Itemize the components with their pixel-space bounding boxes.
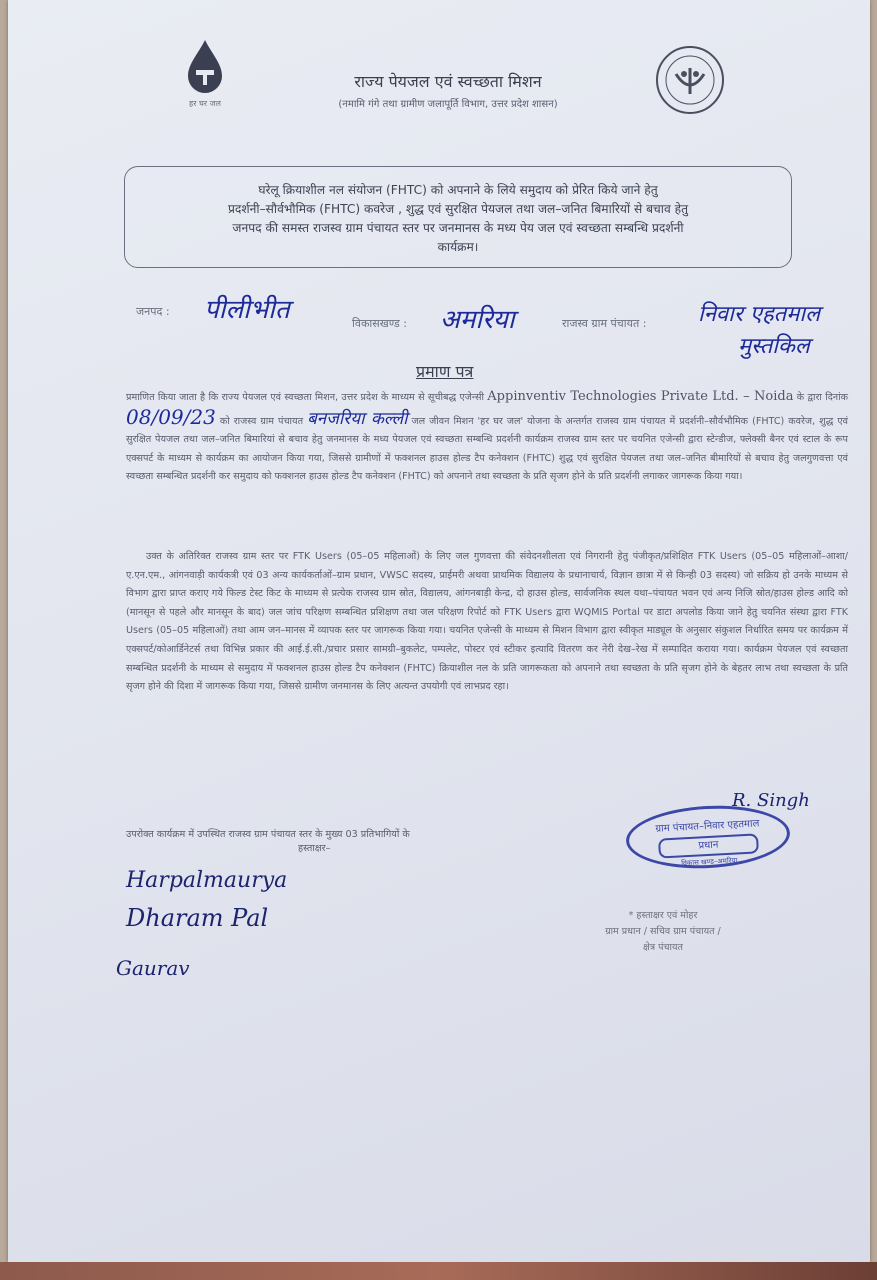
program-line-3: जनपद की समस्त राजस्व ग्राम पंचायत स्तर पर जनमानस के मध्य पेय जल एवं स्वच्छता सम्बन्धि प्रदर्शनी — [232, 221, 684, 235]
official-signature: R. Singh — [732, 790, 810, 811]
header-title: राज्य पेयजल एवं स्वच्छता मिशन — [354, 72, 542, 91]
program-line-2: प्रदर्शनी–सौर्वभौमिक (FHTC) कवरेज , शुद्ध एवं सुरक्षित पेयजल तथा जल–जनित बिमारियों से बचाव हेतु — [227, 202, 689, 216]
signatory-line-1: * हस्ताक्षर एवं मोहर — [628, 910, 698, 921]
district-value: पीलीभीत — [204, 295, 290, 325]
program-description-box — [124, 166, 792, 268]
p1-body: जल जीवन मिशन 'हर घर जल' योजना के अन्तर्गत राजस्व ग्राम पंचायत में प्रदर्शनी–सौर्वभौमिक (FHTC) कवरेज, शुद्ध एवं सुरक्षित पेयजल तथा जल–जनित बिमारियां से बचाव हेतु जनमानस के मध्य पेयजल एवं स्वच्छता सम्बन्धि प्रदर्शनी कार्यक्रम राजस्व ग्राम स्तर पर चयनित एजेन्सी द्वारा स्टेन्डीज, फ्लेक्सी बैनर एवं स्टाल के रूप एक्सपर्ट के माध्यम से कार्यक्रम का आयोजन किया गया, जिससे ग्रामीणों में फक्शनल हाउस होल्ड टैप कनेक्शन (FHTC) शुद्ध एवं सुरक्षित पेयजल तथा जल–जनित बीमारियों से बचाव हेतु जलगुणवत्ता एवं स्वच्छता सम्बन्धित प्रदर्शनी कर समुदाय को फक्शनल हाउस होल्ड टैप कनेक्शन (FHTC) को अपनाने तथा स्वच्छता के प्रति सृजग होने के प्रति प्रदर्शनी लगाकर जागरूक किया गया। — [126, 415, 848, 483]
up-government-emblem — [654, 44, 726, 116]
program-line-1: घरेलू क्रियाशील नल संयोजन (FHTC) को अपनाने के लिये समुदाय को प्रेरित किये जाने हेतु — [258, 183, 658, 197]
p1-village-prefix: को राजस्व ग्राम पंचायत — [219, 415, 304, 427]
certificate-paragraph-2: उक्त के अतिरिक्त राजस्व ग्राम स्तर पर FTK Users (05–05 महिलाओं) के लिए जल गुणवत्ता की संवेदनशीलता एवं निगरानी हेतु पंजीकृत/प्रशिक्षित FTK Users (05–05 महिलाओं–आशा/ए.एन.एम., आंगनवाड़ी कार्यकत्री एवं 03 अन्य कार्यकर्ताओं–ग्राम प्रधान, VWSC सदस्य, प्राईमरी अथवा प्राथमिक विद्यालय के प्रधानाचार्य, विज्ञान छात्रा में से किन्ही 03 सदस्य) जो सक्रिय हो उनके माध्यम से विभाग द्वारा प्राप्त कराए गये फिल्ड टेस्ट किट के माध्यम से प्रत्येक राजस्व ग्राम स्रोत, विद्यालय, आंगनबाड़ी केन्द्र, दो हाउस होल्ड, सार्वजनिक स्थल यथा–पंचायत भवन एवं अन्य निजि स्रोत/हाउस होल्ड आदि को (मानसून से पहले और मानसून के बाद) जल जांच परिक्षण सम्बन्धित प्रशिक्षण तथा जल परिक्षण रिपोर्ट को FTK Users द्वारा WQMIS Portal पर डाटा अपलोड किया जाने हेतु चयनित संस्था द्वारा FTK Users (05–05 महिलाओं) तथा आम जन–मानस में व्यापक स्तर पर जागरूक किया गया। चयनित एजेन्सी के माध्यम से मिशन विभाग द्वारा स्वीकृत माड्यूल के अनुसार संकुशल निर्धारित समय पर कार्यक्रम में एक्सपर्ट/कोआर्डिनेटर्स तथा विभिन्न प्रकार की आई.ई.सी./प्रचार प्रसार सामग्री–बुकलेट, पम्पलेट, पोस्टर एवं स्टीकर इत्यादि वितरण कर नेरी देख–रेख में सम्पादित कराया गया। कार्यक्रम पेयजल एवं स्वच्छता सम्बन्धित प्रदर्शनी के माध्यम से समुदाय में फक्शनल हाउस होल्ड टैप कनेक्शन (FHTC) क्रियाशील नल के प्रति जागरूकता को अपनाने तथा स्वच्छता के प्रति सृजग होने के बेहतर लाभ तथा स्वच्छता के प्रति सृजग होने की दिशा में जागरूक किया गया, जिससे ग्रामीण जनमानस के लिए अत्यन्त उपयोगी एवं लाभप्रद रहा। — [126, 551, 848, 693]
block-value: अमरिया — [440, 305, 515, 335]
emblem-icon — [654, 44, 726, 116]
signatures-heading: हस्ताक्षर– — [298, 843, 331, 854]
stamp-outer-text: ग्राम पंचायत–निवार एहतमाल — [655, 818, 760, 835]
panchayat-value-1: निवार एहतमाल — [698, 302, 820, 327]
signatory-line-2: ग्राम प्रधान / सचिव ग्राम पंचायत / — [605, 926, 721, 937]
program-line-4: कार्यक्रम। — [437, 240, 479, 254]
signature-3: Gaurav — [116, 956, 190, 980]
stamp-bottom-text: विकास खण्ड–अमरिया — [681, 856, 738, 868]
har-ghar-jal-logo — [170, 36, 240, 126]
stamp-inner-text: प्रधान — [658, 833, 759, 858]
certificate-paragraph-1 — [126, 388, 848, 487]
certificate-title: प्रमाण पत्र — [416, 362, 474, 381]
certificate-document — [8, 0, 870, 1262]
background-surface — [0, 1262, 877, 1280]
signatory-line-3: क्षेत्र पंचायत — [643, 942, 683, 953]
water-drop-icon — [170, 36, 240, 126]
panchayat-value-2: मुस्तकिल — [738, 334, 810, 359]
signature-1: Harpalmaurya — [126, 868, 288, 893]
header-subtitle: (नमामि गंगे तथा ग्रामीण जलापूर्ति विभाग, उत्तर प्रदेश शासन) — [338, 99, 558, 110]
logo-left-text: हर घर जल — [189, 99, 221, 108]
certificate-paragraph-3: उपरोक्त कार्यक्रम में उपस्थित राजस्व ग्राम पंचायत स्तर के मुख्य 03 प्रतिभागियों के — [126, 829, 410, 840]
panchayat-label: राजस्व ग्राम पंचायत : — [562, 317, 647, 330]
p1-intro: प्रमाणित किया जाता है कि राज्य पेयजल एवं स्वच्छता मिशन, उत्तर प्रदेश के माध्यम से सूचीबद्ध एजेन्सी — [126, 392, 484, 403]
p1-date-prefix: के द्वारा दिनांक — [796, 392, 848, 403]
event-date: 08/09/23 — [126, 404, 216, 429]
village-name: बनजरिया कल्ली — [307, 408, 408, 429]
agency-name: Appinventiv Technologies Private Ltd. – Noida — [487, 389, 794, 404]
panchayat-stamp — [624, 802, 791, 872]
district-label: जनपद : — [136, 305, 170, 318]
signature-2: Dharam Pal — [126, 904, 269, 932]
block-label: विकासखण्ड : — [352, 317, 408, 330]
